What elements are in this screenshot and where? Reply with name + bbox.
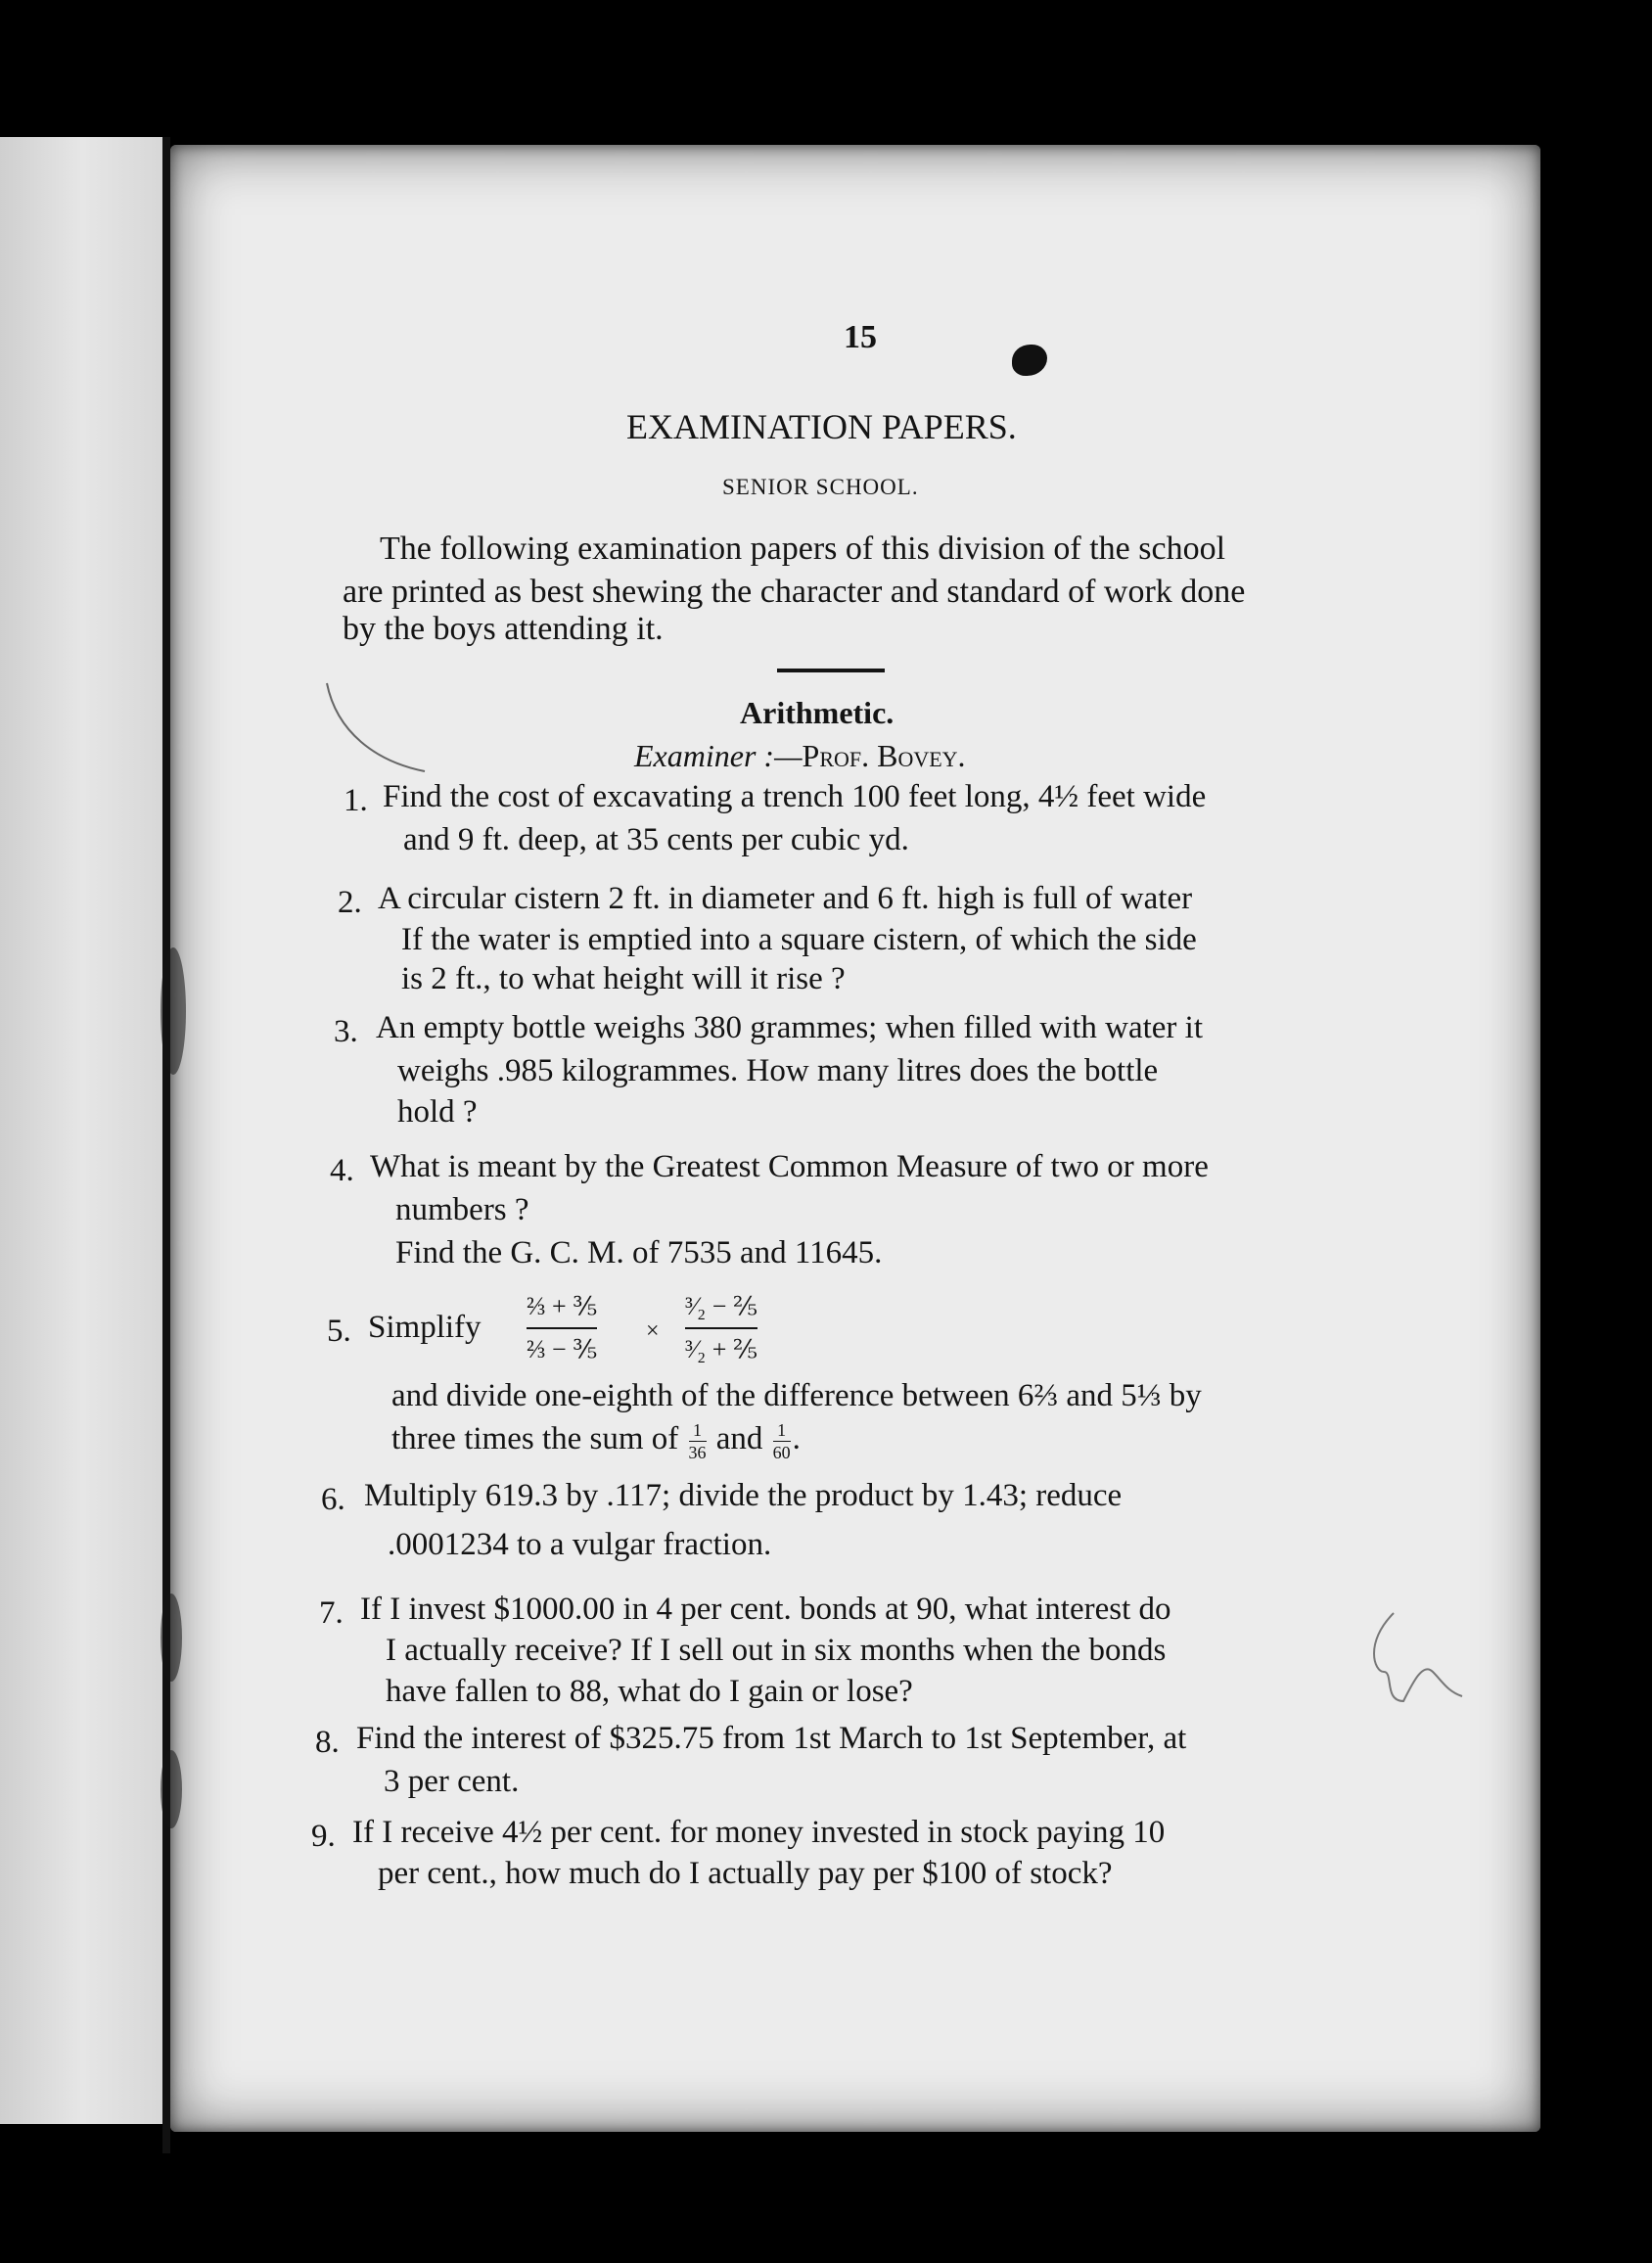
binding-gutter [162, 137, 170, 2153]
question-text: Find the interest of $325.75 from 1st March to 1st September, at [356, 1721, 1187, 1756]
margin-stain [161, 947, 186, 1075]
question-text-part: Find the cost of excavating a trench 100 feet long, [383, 779, 1031, 814]
examiner-line [634, 740, 966, 771]
question-text-part: If I receive [352, 1815, 494, 1850]
question-number: 8. [315, 1725, 340, 1760]
page-subheading: SENIOR SCHOOL. [722, 475, 919, 499]
mixed-number: 4½ [1037, 779, 1079, 814]
question-text: If I invest $1000.00 in 4 per cent. bonds at 90, what interest do [360, 1592, 1171, 1627]
question-text: An empty bottle weighs 380 grammes; when filled with water it [376, 1010, 1203, 1045]
question-text-part: and divide one-eighth of the difference between [391, 1378, 1010, 1413]
question-text [391, 1380, 1202, 1412]
page-heading: EXAMINATION PAPERS. [626, 407, 1017, 446]
question-text [391, 1421, 801, 1461]
question-text-part: per cent. for money invested in stock paying 10 [550, 1815, 1166, 1850]
fraction-denominator: 60 [772, 1443, 791, 1462]
question-text: have fallen to 88, what do I gain or lose? [386, 1674, 913, 1709]
question-number: 6. [321, 1482, 345, 1517]
fraction-denominator: ⅔ − ⅗ [527, 1334, 598, 1363]
page-number: 15 [844, 319, 877, 355]
intro-line-3: by the boys attending it. [343, 611, 664, 647]
question-text: What is meant by the Greatest Common Measure of two or more [370, 1149, 1209, 1184]
question-text: weighs .985 kilogrammes. How many litres does the bottle [397, 1053, 1159, 1088]
fraction [689, 1421, 707, 1461]
question-text: and 9 ft. deep, at 35 cents per cubic yd. [403, 822, 909, 857]
ink-blot [1012, 345, 1047, 376]
question-text: 3 per cent. [384, 1764, 520, 1799]
fraction-numerator: ³⁄₂ − ⅖ [685, 1290, 757, 1329]
fraction-denominator: 36 [688, 1443, 707, 1462]
question-number: 2. [338, 885, 362, 920]
section-title: Arithmetic. [740, 695, 895, 730]
multiply-sign: × [646, 1318, 660, 1344]
intro-line-2: are printed as best shewing the character and standard of work done [343, 574, 1246, 610]
complex-fraction-2 [685, 1290, 757, 1366]
question-text: hold ? [397, 1094, 478, 1130]
examiner-label: Examiner :— [634, 738, 803, 773]
question-text: is 2 ft., to what height will it rise ? [401, 961, 846, 996]
question-number: 9. [311, 1819, 336, 1854]
question-text-part: . [792, 1421, 801, 1457]
question-text: per cent., how much do I actually pay per $100 of stock? [378, 1856, 1113, 1891]
fraction-numerator: 1 [773, 1421, 791, 1442]
fraction-numerator: ⅔ + ⅗ [527, 1290, 597, 1329]
examiner-name: Prof. Bovey. [802, 738, 966, 773]
question-number: 7. [319, 1595, 344, 1631]
question-text: .0001234 to a vulgar fraction. [388, 1527, 772, 1562]
mixed-number: 6⅔ [1017, 1378, 1059, 1413]
mixed-number: 5⅓ [1121, 1378, 1162, 1413]
question-text: I actually receive? If I sell out in six months when the bonds [386, 1633, 1167, 1668]
question-number: 4. [330, 1153, 354, 1188]
question-text-part: and [715, 1421, 763, 1457]
document-page [170, 145, 1540, 2132]
complex-fraction-1 [527, 1290, 597, 1366]
question-text-part: by [1169, 1378, 1202, 1413]
margin-stain [161, 1750, 182, 1828]
question-number: 3. [334, 1014, 358, 1049]
mixed-number: 4½ [501, 1815, 543, 1850]
margin-stain [161, 1593, 182, 1682]
question-text [352, 1817, 1165, 1849]
fraction-denominator: ³⁄₂ + ⅖ [685, 1334, 758, 1363]
pencil-mark [317, 673, 435, 791]
fraction [773, 1421, 791, 1461]
question-text-part: and [1066, 1378, 1114, 1413]
pencil-scribble [1354, 1603, 1482, 1711]
fraction-numerator: 1 [689, 1421, 707, 1442]
question-number: 5. [327, 1314, 351, 1349]
question-text: Simplify [368, 1310, 482, 1345]
question-text-part: feet wide [1086, 779, 1207, 814]
question-number: 1. [344, 783, 368, 818]
question-text [383, 781, 1206, 813]
question-text-part: three times the sum of [391, 1421, 679, 1457]
intro-line-1: The following examination papers of this division of the school [380, 531, 1226, 567]
question-text: Find the G. C. M. of 7535 and 11645. [395, 1235, 883, 1270]
question-text: A circular cistern 2 ft. in diameter and 6 ft. high is full of water [378, 881, 1193, 916]
section-divider [777, 669, 885, 672]
question-text: If the water is emptied into a square cistern, of which the side [401, 922, 1197, 957]
facing-page-edge [0, 137, 164, 2124]
question-text: numbers ? [395, 1192, 529, 1227]
question-text: Multiply 619.3 by .117; divide the product by 1.43; reduce [364, 1478, 1123, 1513]
